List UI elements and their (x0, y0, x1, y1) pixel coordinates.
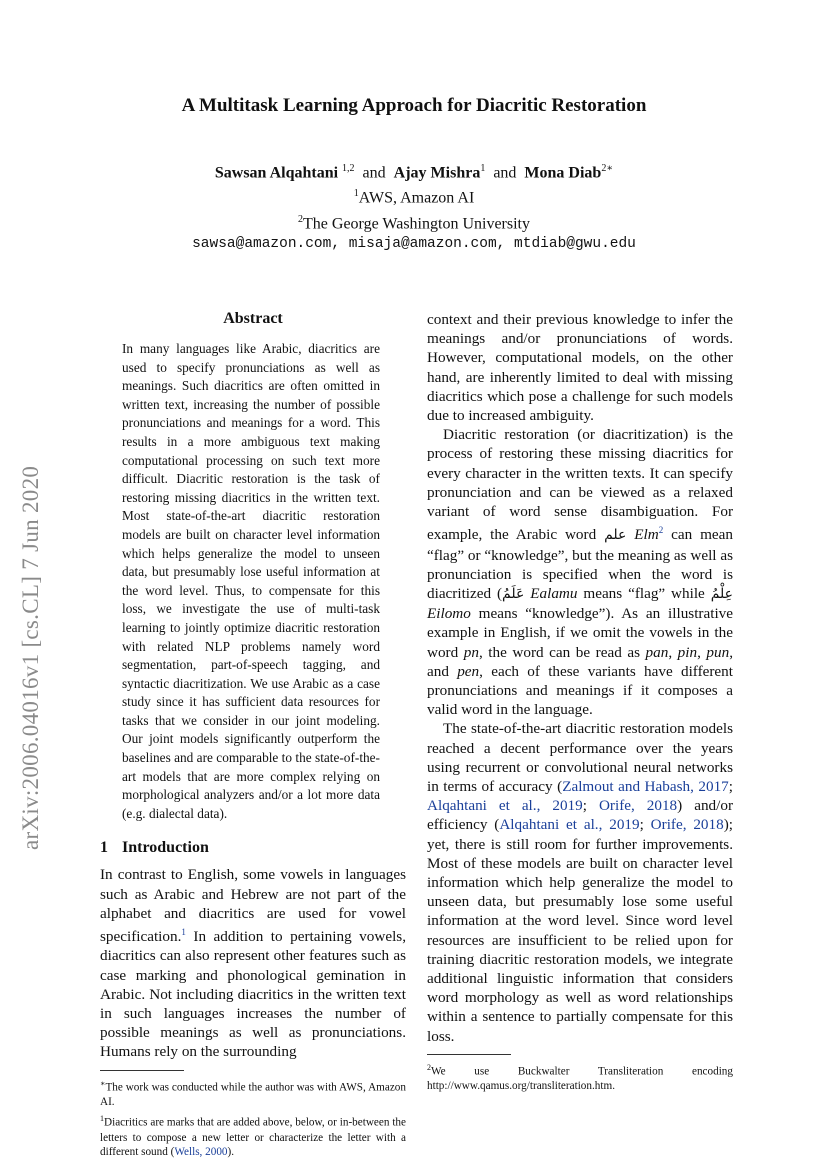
author-block (0, 158, 828, 255)
para2-text-b: can mean “flag” or “knowledge”, but the meaning as well as pronunciation is specified when the word is diacritized ( (427, 526, 734, 602)
arabic-word-1: علم (604, 527, 627, 544)
footnote-1 (100, 1112, 406, 1160)
footnote-ref-2[interactable]: 2 (658, 525, 664, 536)
para3-text-b: ) and/or efficiency ( (427, 797, 733, 834)
diacritic-restoration-paragraph (427, 425, 733, 719)
word-pn: pn (463, 643, 479, 661)
arabic-word-3: عِلْمُ (710, 585, 733, 602)
author-1: Sawsan Alqahtani (214, 164, 339, 182)
citation-link[interactable]: Orife, 2018 (598, 797, 678, 815)
author-3-sup: 2∗ (601, 163, 614, 174)
right-column (427, 310, 733, 1097)
translit-eilomo: Eilomo (427, 605, 471, 623)
para2-comma-2: , (697, 643, 707, 661)
footnote-2-text: We use Buckwalter Transliteration encoding http://www.qamus.org/transliteration.htm. (427, 1065, 733, 1093)
citation-link[interactable]: Zalmout and Habash, 2017 (562, 777, 729, 795)
footnote-1-mark: 1 (100, 1114, 104, 1124)
author-2-sup: 1 (480, 163, 486, 174)
footnote-divider (427, 1054, 511, 1055)
para2-text-c: means “flag” while (577, 584, 711, 602)
footnote-star-mark: ∗ (100, 1078, 106, 1088)
state-of-the-art-paragraph (427, 719, 733, 1045)
author-and-2: and (493, 164, 517, 182)
translit-elm: Elm (634, 526, 659, 544)
footnote-1-end: ). (227, 1146, 235, 1159)
author-and-1: and (362, 164, 386, 182)
author-emails: sawsa@amazon.com, misaja@amazon.com, mtdiab@gwu.edu (192, 235, 636, 252)
author-line (0, 158, 828, 183)
affiliation-1 (0, 183, 828, 208)
para3-text-a: The state-of-the-art diacritic restoration models reached a decent performance over the years using recurrent or convolutional neural networks in terms of accuracy ( (427, 720, 733, 795)
affiliation-1-sup: 1 (353, 188, 359, 200)
para2-comma-1: , (668, 643, 678, 661)
abstract-heading: Abstract (223, 310, 283, 327)
intro-paragraph (100, 865, 406, 1061)
citation-sep: ; (582, 797, 599, 815)
author-3: Mona Diab (524, 164, 602, 182)
word-pin: pin (677, 643, 698, 661)
affiliation-2-sup: 2 (298, 213, 304, 225)
arxiv-stamp-text: arXiv:2006.04016v1 [cs.CL] 7 Jun 2020 (18, 465, 43, 850)
footnote-divider (100, 1070, 184, 1071)
author-1-sup: 1,2 (342, 163, 355, 174)
para3-text-c: ); yet, there is still room for further improvements. Most of these models are built on character level information which help generalize the model to unseen data, but presumably lose some useful information at the word level. Since word level resources are insufficient to be relied upon for training diacritic restoration models, we integrate additional linguistic information that considers word morphology as well as word relationships within a sentence to partially compensate for this loss. (427, 816, 733, 1045)
abstract-text: In many languages like Arabic, diacritics are used to specify pronunciations as well as meanings. Such diacritics are often omitted in written text, increasing the number of possible pronunciations and meanings for a word. This results in a more ambiguous text making computational processing on such text more difficult. Diacritic restoration is the task of restoring missing diacritics in the written text. Most state-of-the-art diacritic restoration models are built on character level information which helps generalize the model to unseen data, but presumably lose useful information at the word level. Thus, to compensate for this loss, we investigate the use of multi-task learning to jointly optimize diacritic restoration with related NLP problems namely word segmentation, part-of-speech tagging, and syntactic diacritization. We use Arabic as a case study since it has sufficient data resources for tasks that we consider in our joint modeling. Our joint models significantly outperform the baselines and are comparable to the state-of-the-art models that are more complex relying on morphological analyzers and/or a lot more data (e.g. dialectal data). (122, 341, 380, 821)
footnote-1-text: Diacritics are marks that are added above, below, or in-between the letters to compose a new letter or characterize the letter with a different sound ( (100, 1117, 406, 1159)
footnote-star (100, 1077, 406, 1110)
citation-sep: ; (728, 777, 734, 795)
citation-link[interactable]: Alqahtani et al., 2019 (499, 816, 640, 834)
para2-text-f: , each of these variants have different pronunciations and meanings if it composes a valid word in the language. (427, 662, 733, 719)
section-title: Introduction (122, 839, 209, 857)
affiliation-2 (0, 209, 828, 234)
paper-title: A Multitask Learning Approach for Diacritic Restoration (181, 95, 647, 116)
section-heading-introduction (100, 839, 406, 857)
word-pan: pan (645, 643, 669, 661)
affiliation-1-text: AWS, Amazon AI (358, 189, 475, 207)
footnote-star-text: The work was conducted while the author was with AWS, Amazon AI. (100, 1081, 406, 1108)
citation-link[interactable]: Orife, 2018 (650, 816, 724, 834)
citation-link[interactable]: Alqahtani et al., 2019 (427, 797, 583, 815)
word-pen: pen (457, 662, 480, 680)
intro-text-2: In addition to pertaining vowels, diacritics can also represent other features such as case marking and phonological gemination in Arabic. Not including diacritics in the written text in such languages increases the number of possible meanings as well as pronunciations. Humans rely on the surrounding (100, 928, 406, 1061)
author-2: Ajay Mishra (393, 164, 481, 182)
affiliation-2-text: The George Washington University (303, 214, 530, 232)
translit-ealamu: Ealamu (530, 584, 578, 602)
footnote-2 (427, 1061, 733, 1094)
para2-and: , and (427, 643, 733, 680)
intro-text-1: In contrast to English, some vowels in languages such as Arabic and Hebrew are not part of the alphabet and diacritics are used for vowel specification. (100, 866, 406, 946)
word-pun: pun (706, 643, 730, 661)
para2-text-a: Diacritic restoration (or diacritization) is the process of restoring these missing diacritics for every character in the written texts. It can specify pronunciation and can be viewed as a relaxed variant of word sense disambiguation. For example, the Arabic word (427, 426, 733, 544)
footnote-ref-1[interactable]: 1 (181, 927, 186, 938)
left-column (100, 310, 406, 1163)
right-paragraph-continued: context and their previous knowledge to infer the meanings and/or pronunciations of words. However, computational models, on the other hand, are inherently limited to deal with missing diacritics which pose a challenge for such models due to increased ambiguity. (427, 311, 733, 425)
citation-sep: ; (639, 816, 651, 834)
para2-text-e: , the word can be read as (478, 643, 646, 661)
citation-link[interactable]: Wells, 2000 (174, 1146, 228, 1159)
para2-text-d: means “knowledge”). As an illustrative example in English, if we omit the vowels in the word (427, 605, 733, 661)
section-number: 1 (100, 839, 108, 857)
arabic-word-2: عَلَمُ (502, 585, 525, 602)
footnote-2-mark: 2 (427, 1062, 431, 1072)
